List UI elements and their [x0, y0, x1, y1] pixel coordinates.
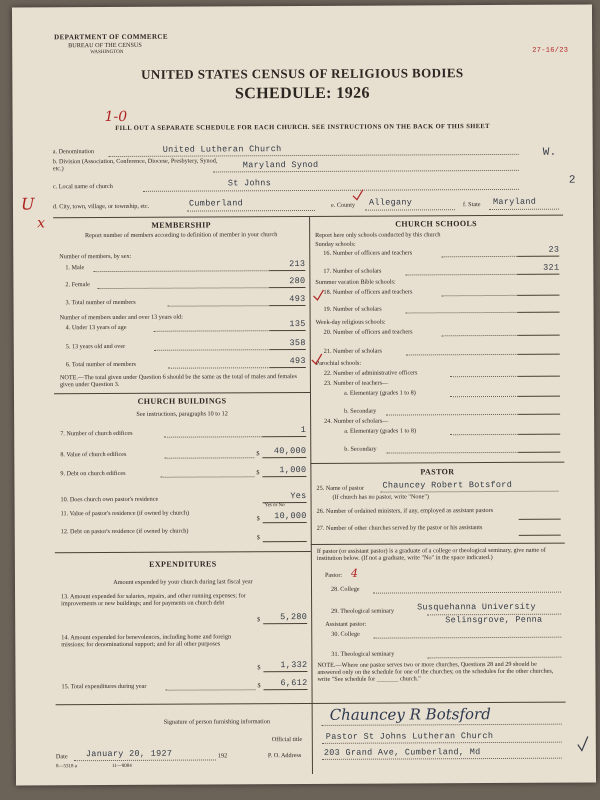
q15-label: 15. Total expenditures during year: [61, 682, 147, 691]
church-name-label: c. Local name of church: [52, 182, 113, 191]
q8-value: 40,000: [273, 445, 307, 457]
department-label: DEPARTMENT OF COMMERCE: [54, 32, 168, 42]
q24-label: 24. Number of scholars—: [324, 417, 389, 425]
form-number: 8—5318 a: [55, 764, 77, 770]
membership-title: MEMBERSHIP: [151, 220, 211, 230]
q19-label: 19. Number of scholars: [323, 305, 382, 313]
q31-label: 31. Theological seminary: [331, 650, 395, 658]
membership-intro: Report number of members according to definition of member in your church: [85, 231, 278, 240]
denomination-label: a. Denomination: [52, 148, 94, 156]
q15-dollar: $: [257, 682, 261, 690]
red-annotation-x: x: [37, 215, 46, 232]
bureau-label: BUREAU OF THE CENSUS: [68, 41, 142, 50]
q4-label: 4. Under 13 years of age: [65, 323, 127, 332]
q17-label: 17. Number of scholars: [323, 267, 382, 275]
q26-label: 26. Number of ordained ministers, if any, employed as assistant pastors: [316, 507, 494, 515]
q10-value: Yes: [290, 490, 307, 502]
county-label: e. County: [330, 201, 356, 209]
po-address-value: 203 Grand Ave, Cumberland, Md: [323, 747, 481, 758]
q28-label: 28. College: [330, 585, 360, 593]
q29-value-institution: Susquehanna University: [417, 601, 536, 613]
church-name-value: St Johns: [227, 178, 272, 189]
q13-dollar: $: [257, 616, 261, 624]
members-by-sex-label: Number of members, by sex:: [59, 252, 132, 261]
q5-value: 358: [289, 337, 306, 349]
church-buildings-intro: See instructions, paragraphs 10 to 12: [136, 410, 228, 418]
weekday-schools-label: Week-day religious schools:: [315, 318, 386, 326]
church-schools-title: CHURCH SCHOOLS: [395, 219, 478, 229]
q25-value: Chauncey Robert Botsford: [382, 479, 513, 491]
city-label: WASHINGTON: [90, 49, 124, 56]
official-title-value: Pastor St Johns Lutheran Church: [325, 731, 494, 742]
q9-value: 1,000: [279, 464, 307, 476]
q12-label: 12. Debt on pastor's residence (if owned by church): [60, 527, 189, 536]
q16-label: 16. Number of officers and teachers: [323, 249, 413, 257]
check-mark-icon: [351, 188, 365, 202]
q1-value: 213: [289, 258, 306, 270]
graduate-intro: If pastor (or assistant pastor) is a graduate of a college or theological seminary, give name of institution below. (If not a graduate, write "No" in the space indicated.): [316, 546, 546, 562]
age-intro-label: Number of members under and over 13 years old:: [59, 313, 183, 322]
check-mark-icon: [310, 352, 324, 366]
pastor-red-mark: 4: [350, 566, 358, 580]
signature: Chauncey R Botsford: [329, 705, 491, 724]
q29-label: 29. Theological seminary: [331, 607, 395, 615]
church-buildings-title: CHURCH BUILDINGS: [137, 396, 227, 406]
q17-value: 321: [543, 262, 560, 273]
q20-label: 20. Number of officers and teachers: [323, 328, 413, 336]
instruction-line: FILL OUT A SEPARATE SCHEDULE FOR EACH CHURCH. SEE INSTRUCTIONS ON THE BACK OF THIS SHEET: [115, 123, 490, 132]
pastor-title: PASTOR: [420, 467, 455, 477]
q24a-label: a. Elementary (grades 1 to 8): [344, 427, 417, 435]
date-value: January 20, 1927: [85, 748, 173, 760]
sunday-schools-label: Sunday schools:: [315, 240, 356, 248]
po-address-label: P. O. Address: [267, 752, 302, 760]
q3-label: 3. Total number of members: [65, 298, 136, 307]
date-suffix: 192: [217, 752, 228, 760]
q9-dollar: $: [256, 469, 260, 477]
q14-dollar: $: [257, 664, 261, 672]
q8-dollar: $: [256, 450, 260, 458]
county-value: Allegany: [368, 197, 413, 208]
division-value: Maryland Synod: [242, 159, 319, 171]
q13-label: 13. Amount expended for salaries, repairs, and other running expenses; for improvements or new buildings; and for payments on church debt: [61, 592, 246, 608]
q24b-label: b. Secondary: [344, 445, 377, 453]
q8-label: 8. Value of church edifices: [60, 450, 127, 459]
q16-value: 23: [548, 244, 560, 255]
date-label: Date: [55, 753, 68, 761]
margin-note-w: W.: [542, 146, 557, 159]
q14-label: 14. Amount expended for benevolences, including home and foreign missions; for denominational support; and for all other purposes: [61, 633, 232, 649]
schedule-title: SCHEDULE: 1926: [234, 84, 370, 103]
q4-value: 135: [289, 318, 306, 330]
parochial-schools-label: Parochial schools:: [315, 359, 362, 367]
q2-label: 2. Female: [65, 281, 90, 289]
q29-value-location: Selinsgrove, Penna: [445, 614, 543, 626]
summer-schools-label: Summer vacation Bible schools:: [315, 278, 396, 286]
state-label: f. State: [462, 201, 481, 209]
state-value: Maryland: [492, 196, 537, 208]
q25-label: 25. Name of pastor: [316, 484, 364, 492]
q6-label: 6. Total number of members: [65, 360, 136, 369]
q10-label: 10. Does church own pastor's residence: [60, 495, 159, 504]
q13-value: 5,280: [280, 611, 308, 623]
q27-label: 27. Number of other churches served by the pastor or his assistants: [316, 524, 483, 532]
margin-note-2: 2: [568, 174, 576, 187]
q7-value: 1: [300, 424, 307, 436]
assistant-pastor-label: Assistant pastor:: [325, 620, 367, 628]
q11-dollar: $: [256, 515, 260, 523]
yes-no-hint: Yes or No: [264, 503, 285, 509]
red-annotation-u: U: [20, 194, 35, 214]
q15-value: 6,612: [280, 677, 308, 689]
q7-label: 7. Number of church edifices: [60, 429, 133, 438]
q30-label: 30. College: [331, 630, 360, 638]
membership-note: NOTE.—The total given under Question 6 should be the same as the total of males and females given under Question 3.: [59, 373, 297, 389]
census-schedule-document: [12, 4, 596, 785]
q25-note: (If church has no pastor, write "None"): [332, 493, 429, 501]
q6-value: 493: [289, 355, 306, 367]
division-label: b. Division (Association, Conference, Diocese, Presbytery, Synod, etc.): [52, 157, 218, 173]
q11-value: 10,000: [274, 510, 307, 522]
q21-label: 21. Number of scholars: [323, 347, 382, 355]
check-mark-icon: [311, 288, 325, 302]
form-title: UNITED STATES CENSUS OF RELIGIOUS BODIES: [141, 65, 464, 82]
q9-label: 9. Debt on church edifices: [60, 469, 126, 478]
check-mark-icon: [576, 735, 590, 753]
q12-dollar: $: [256, 534, 260, 542]
q5-label: 5. 13 years old and over: [65, 342, 126, 351]
pastor-note: NOTE.—Where one pastor serves two or more churches, Questions 28 and 29 should be answered only on the schedule for one of the churches; on the schedules for the other churches, write "See schedule for _______ church.": [317, 660, 554, 683]
q22-label: 22. Number of administrative officers: [323, 369, 418, 377]
q23b-label: b. Secondary: [344, 407, 377, 415]
q3-value: 493: [289, 293, 306, 305]
q23a-label: a. Elementary (grades 1 to 8): [343, 389, 416, 397]
city-town-label: d. City, town, village, or township, etc.: [52, 202, 150, 211]
signature-label: Signature of person furnishing information: [163, 718, 270, 726]
city-town-value: Cumberland: [188, 198, 244, 209]
q18-label: 18. Number of officers and teachers: [323, 288, 413, 296]
red-annotation-top: 1-0: [104, 108, 128, 126]
church-schools-intro: Report here only schools conducted by this church: [315, 231, 441, 239]
q1-label: 1. Male: [65, 264, 85, 272]
expenditures-intro: Amount expended by your church during last fiscal year: [113, 578, 253, 587]
q14-value: 1,332: [280, 659, 308, 671]
denomination-value: United Lutheran Church: [162, 144, 282, 155]
official-title-label: Official title: [271, 736, 303, 744]
pastor-sub-label: Pastor:: [324, 571, 343, 579]
print-number: 11—9084: [111, 763, 132, 770]
q11-label: 11. Value of pastor's residence (if owned by church): [60, 509, 190, 518]
corner-note: 27-16/23: [532, 46, 569, 55]
expenditures-title: EXPENDITURES: [149, 559, 217, 569]
q2-value: 280: [289, 275, 306, 287]
q23-label: 23. Number of teachers—: [323, 379, 389, 387]
